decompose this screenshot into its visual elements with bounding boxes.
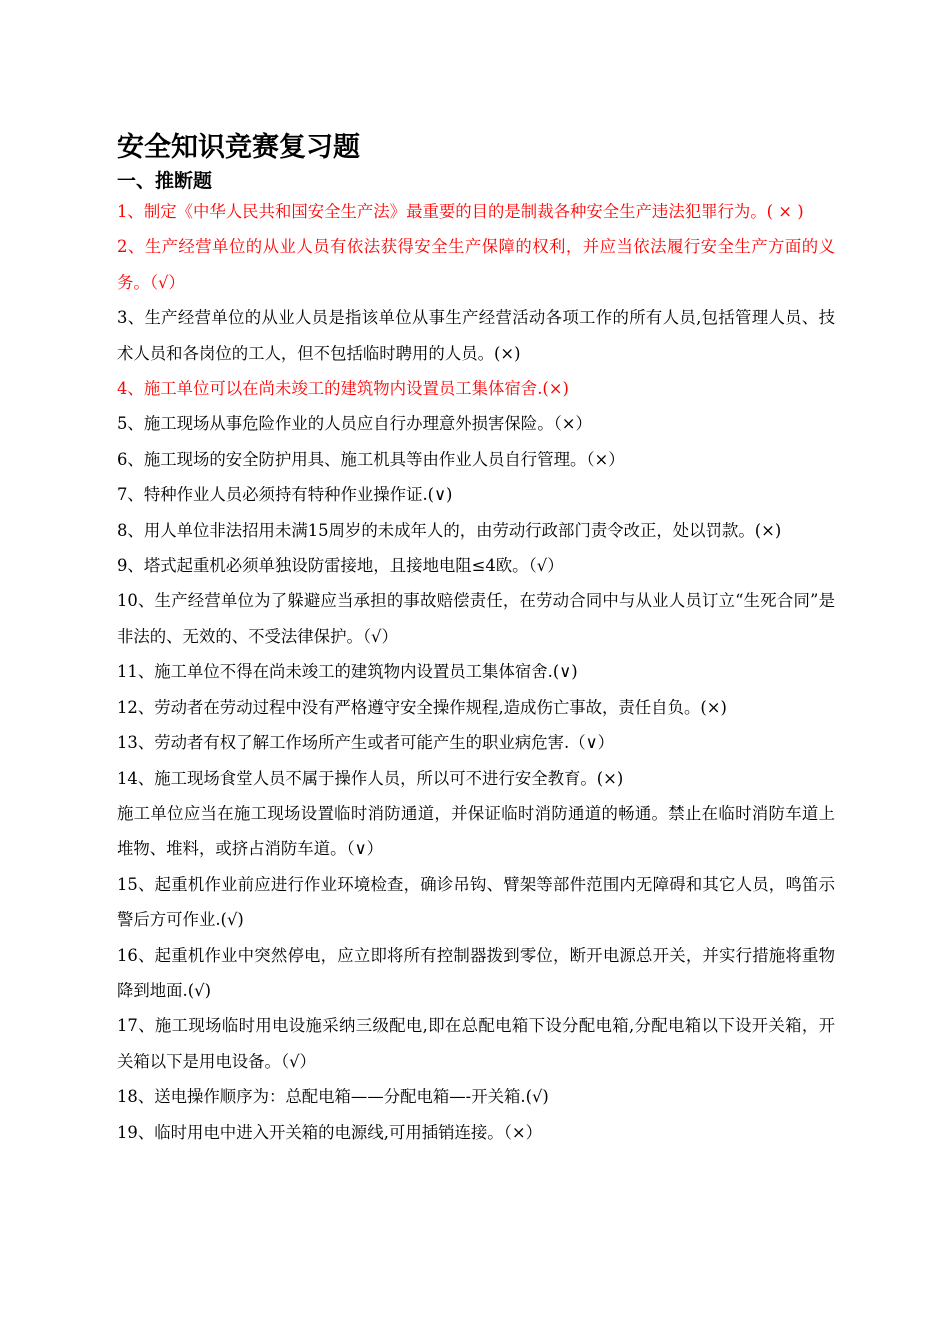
question-item: 1、制定《中华人民共和国安全生产法》最重要的目的是制裁各种安全生产违法犯罪行为。( × ) xyxy=(117,202,804,221)
question-item: 10、生产经营单位为了躲避应当承担的事故赔偿责任，在劳动合同中与从业人员订立“生死合同”是非法的、无效的、不受法律保护。（√） xyxy=(117,591,835,646)
question-item: 17、施工现场临时用电设施采纳三级配电,即在总配电箱下设分配电箱,分配电箱以下设开关箱，开关箱以下是用电设备。（√） xyxy=(117,1016,835,1071)
question-item: 6、施工现场的安全防护用具、施工机具等由作业人员自行管理。（×） xyxy=(117,449,625,469)
question-item: 16、起重机作业中突然停电，应立即将所有控制器拨到零位，断开电源总开关，并实行措施将重物降到地面.(√) xyxy=(117,945,835,1000)
question-item: 15、起重机作业前应进行作业环境检查，确诊吊钩、臂架等部件范围内无障碍和其它人员，鸣笛示警后方可作业.(√) xyxy=(117,874,835,930)
question-item: 4、施工单位可以在尚未竣工的建筑物内设置员工集体宿舍.(×) xyxy=(117,379,569,399)
question-item: 2、生产经营单位的从业人员有依法获得安全生产保障的权利，并应当依法履行安全生产方面的义务。（√） xyxy=(117,237,835,292)
document-title: 安全知识竞赛复习题 xyxy=(117,132,360,163)
document-content xyxy=(117,128,835,1150)
question-item: 3、生产经营单位的从业人员是指该单位从事生产经营活动各项工作的所有人员,包括管理人员、技术人员和各岗位的工人，但不包括临时聘用的人员。(×) xyxy=(117,308,835,363)
question-item: 19、临时用电中进入开关箱的电源线,可用插销连接。（×） xyxy=(117,1122,542,1142)
question-item: 13、劳动者有权了解工作场所产生或者可能产生的职业病危害.（∨） xyxy=(117,733,614,753)
question-item: 14、施工现场食堂人员不属于操作人员，所以可不进行安全教育。(×) xyxy=(117,768,624,788)
question-item: 5、施工现场从事危险作业的人员应自行办理意外损害保险。（×） xyxy=(117,414,592,434)
question-list xyxy=(117,194,835,1150)
question-item: 8、用人单位非法招用未满15周岁的未成年人的，由劳动行政部门责令改正，处以罚款。(×) xyxy=(117,520,782,540)
question-item: 施工单位应当在施工现场设置临时消防通道，并保证临时消防通道的畅通。禁止在临时消防车道上堆物、堆料，或挤占消防车道。（∨） xyxy=(117,803,835,859)
question-item: 12、劳动者在劳动过程中没有严格遵守安全操作规程,造成伤亡事故，责任自负。(×) xyxy=(117,697,727,717)
question-item: 18、送电操作顺序为：总配电箱——分配电箱—-开关箱.(√) xyxy=(117,1087,549,1107)
question-item: 9、塔式起重机必须单独设防雷接地，且接地电阻≤4欧。（√） xyxy=(117,556,564,576)
question-item: 7、特种作业人员必须持有特种作业操作证.(∨) xyxy=(117,485,453,505)
section-heading: 一、推断题 xyxy=(117,170,213,192)
question-item: 11、施工单位不得在尚未竣工的建筑物内设置员工集体宿舍.(∨) xyxy=(117,662,578,682)
